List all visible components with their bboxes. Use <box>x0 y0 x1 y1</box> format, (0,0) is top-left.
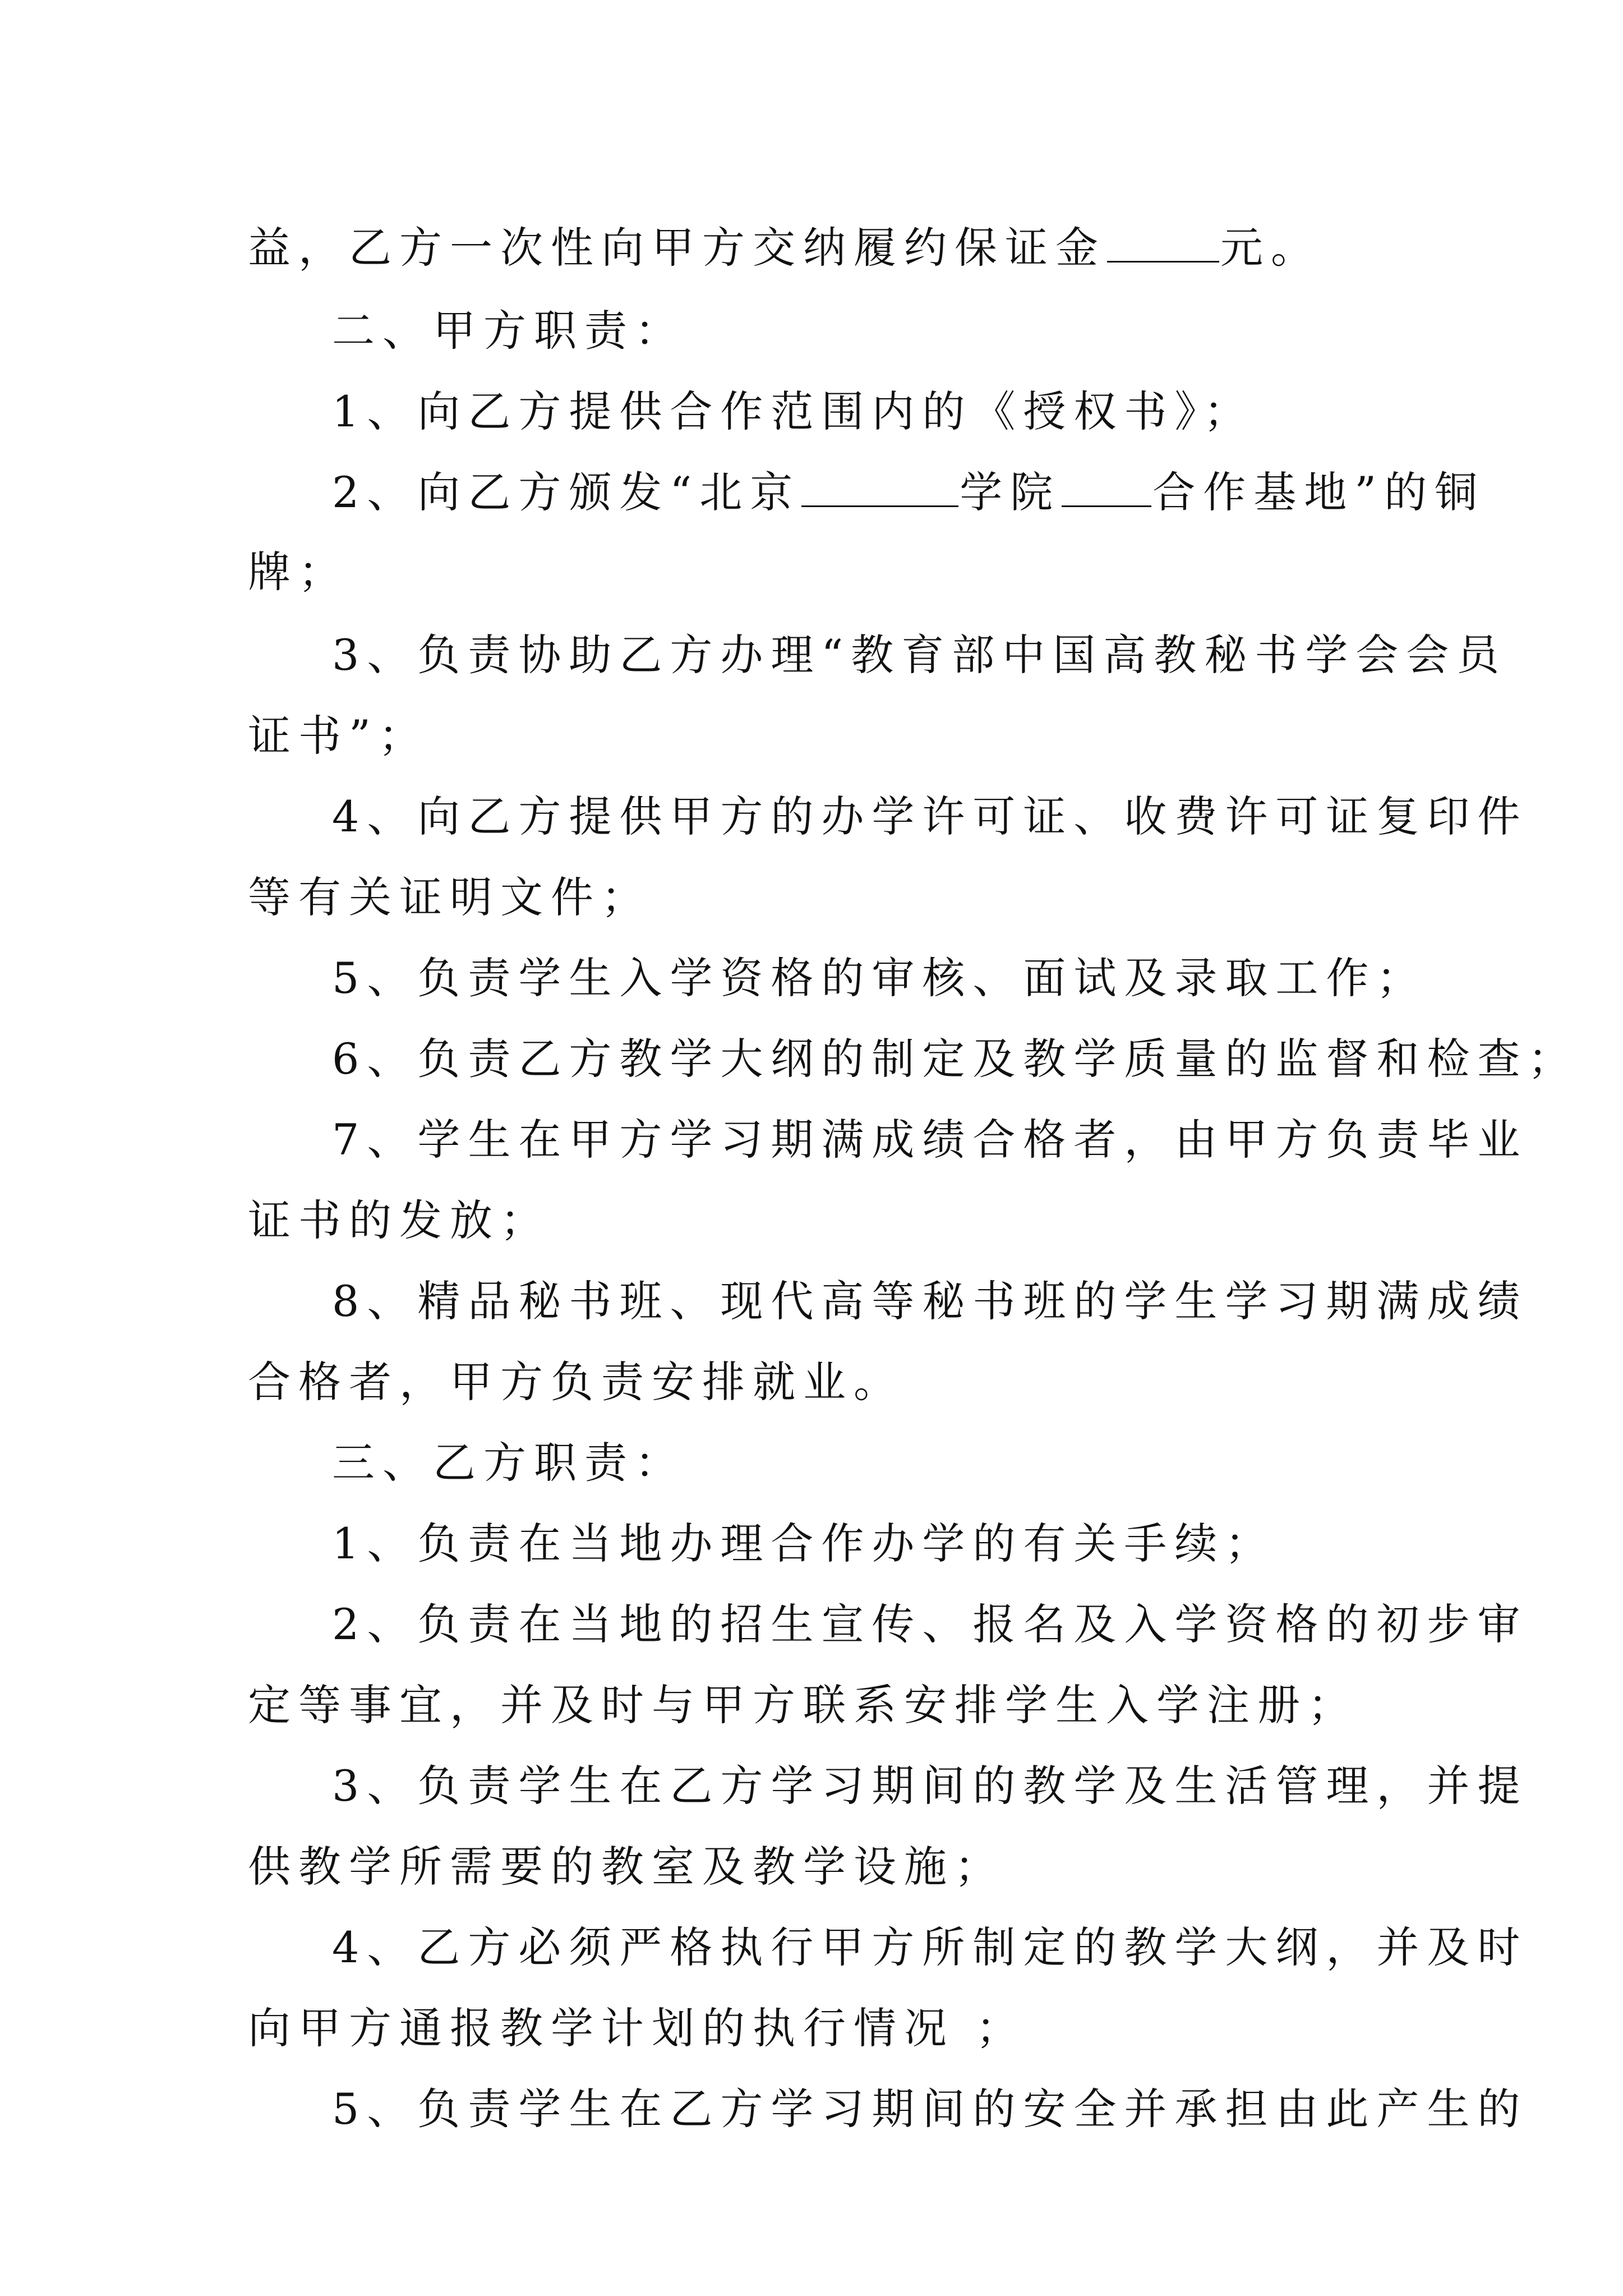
text-line: 6、负责乙方教学大纲的制定及教学质量的监督和检查； <box>332 1034 1579 1084</box>
text-line: 1、负责在当地办理合作办学的有关手续； <box>332 1519 1276 1568</box>
text-segment: 学院 <box>960 467 1061 517</box>
text-line: 证书”； <box>248 711 429 761</box>
text-line <box>332 464 1486 521</box>
text-segment: 2、向乙方颁发“北京 <box>332 467 801 517</box>
text-line: 7、学生在甲方学习期满成绩合格者，由甲方负责毕业 <box>332 1115 1528 1165</box>
fill-in-blank-college <box>801 466 958 507</box>
text-line: 4、向乙方提供甲方的办学许可证、收费许可证复印件 <box>332 792 1528 841</box>
section-heading-party-b: 三、乙方职责： <box>332 1438 685 1488</box>
text-line: 证书的发放； <box>248 1195 551 1245</box>
fill-in-blank-base <box>1062 466 1151 507</box>
text-line: 等有关证明文件； <box>248 872 652 922</box>
text-line: 定等事宜，并及时与甲方联系安排学生入学注册； <box>248 1680 1358 1730</box>
text-line: 5、负责学生在乙方学习期间的安全并承担由此产生的 <box>332 2084 1528 2134</box>
text-line: 5、负责学生入学资格的审核、面试及录取工作； <box>332 953 1427 1003</box>
text-line: 1、向乙方提供合作范围内的《授权书》； <box>332 386 1255 436</box>
text-line: 4、乙方必须严格执行甲方所制定的教学大纲，并及时 <box>332 1922 1528 1972</box>
text-line: 3、负责学生在乙方学习期间的教学及生活管理，并提 <box>332 1761 1528 1811</box>
text-line: 牌； <box>248 547 349 597</box>
text-segment: 益，乙方一次性向甲方交纳履约保证金 <box>248 223 1106 273</box>
text-line: 3、负责协助乙方办理“教育部中国高教秘书学会会员 <box>332 630 1507 680</box>
text-line: 8、精品秘书班、现代高等秘书班的学生学习期满成绩 <box>332 1276 1528 1326</box>
text-line: 合格者，甲方负责安排就业。 <box>248 1357 904 1407</box>
text-line <box>248 220 1403 276</box>
fill-in-blank-deposit <box>1107 222 1219 263</box>
text-segment: 元。 <box>1220 223 1321 273</box>
text-line: 2、负责在当地的招生宣传、报名及入学资格的初步审 <box>332 1599 1528 1649</box>
section-heading-party-a: 二、甲方职责： <box>332 306 685 356</box>
text-segment: 合作基地”的铜 <box>1152 467 1486 517</box>
text-line: 向甲方通报教学计划的执行情况 ； <box>248 2003 1027 2053</box>
text-line: 供教学所需要的教室及教学设施； <box>248 1842 1005 1892</box>
